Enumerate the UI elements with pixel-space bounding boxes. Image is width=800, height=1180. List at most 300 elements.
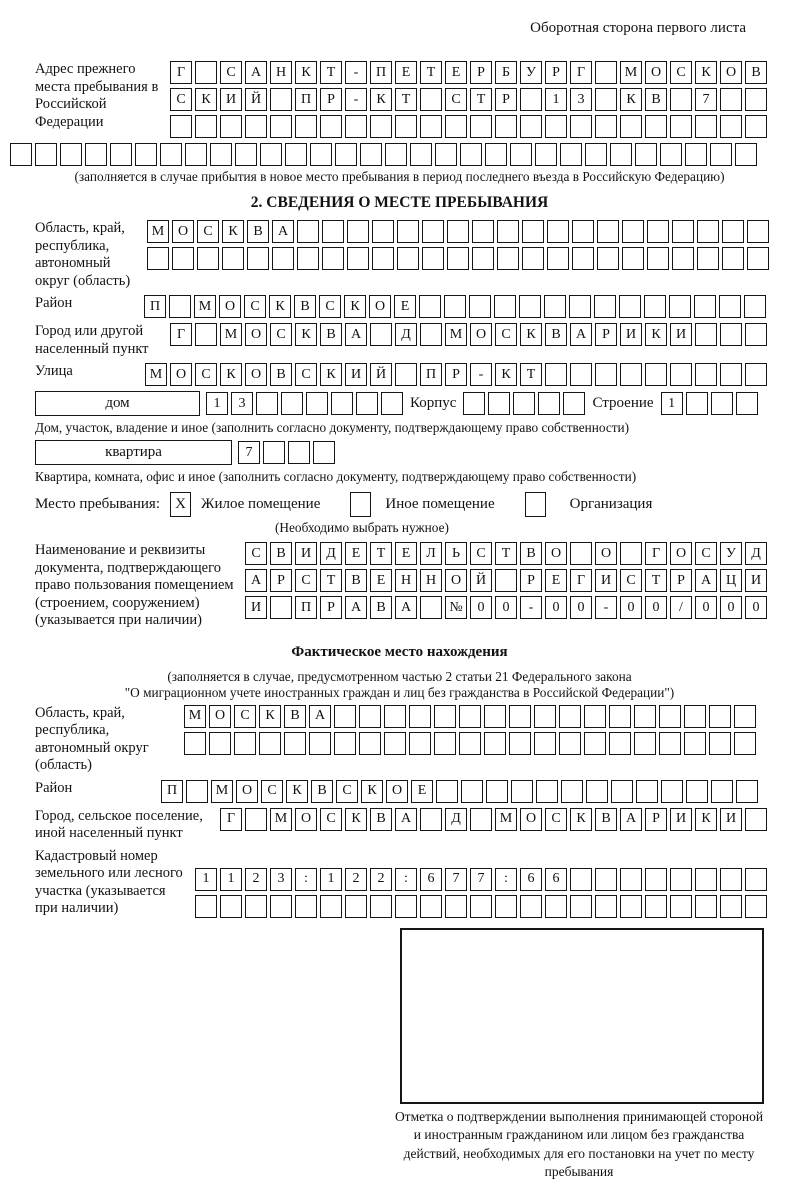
char-box[interactable]: В (320, 323, 342, 346)
char-box[interactable] (547, 247, 569, 270)
char-box[interactable]: Г (570, 569, 592, 592)
char-box[interactable] (245, 808, 267, 831)
char-box[interactable] (644, 295, 666, 318)
char-box[interactable]: К (344, 295, 366, 318)
char-box[interactable]: Б (495, 61, 517, 84)
char-box[interactable] (472, 220, 494, 243)
char-box[interactable] (645, 363, 667, 386)
char-box[interactable]: 0 (495, 596, 517, 619)
char-box[interactable] (209, 732, 231, 755)
char-box[interactable]: М (270, 808, 292, 831)
char-box[interactable] (595, 115, 617, 138)
char-box[interactable] (736, 780, 758, 803)
char-box[interactable]: Р (645, 808, 667, 831)
char-box[interactable]: М (495, 808, 517, 831)
char-box[interactable] (620, 542, 642, 565)
char-box[interactable] (647, 247, 669, 270)
char-box[interactable]: С (295, 363, 317, 386)
char-box[interactable] (420, 808, 442, 831)
char-box[interactable] (695, 115, 717, 138)
char-box[interactable]: Т (395, 88, 417, 111)
char-box[interactable] (288, 441, 310, 464)
char-box[interactable]: Р (445, 363, 467, 386)
char-box[interactable] (747, 220, 769, 243)
char-box[interactable]: 1 (220, 868, 242, 891)
char-box[interactable] (745, 868, 767, 891)
char-box[interactable] (585, 143, 607, 166)
char-box[interactable]: В (294, 295, 316, 318)
char-box[interactable]: Т (470, 88, 492, 111)
char-box[interactable] (745, 363, 767, 386)
char-box[interactable]: Г (170, 61, 192, 84)
char-box[interactable] (10, 143, 32, 166)
char-box[interactable]: С (295, 569, 317, 592)
char-box[interactable]: - (520, 596, 542, 619)
char-box[interactable] (347, 220, 369, 243)
char-box[interactable] (695, 363, 717, 386)
char-box[interactable]: И (345, 363, 367, 386)
char-box[interactable] (744, 295, 766, 318)
char-box[interactable]: С (245, 542, 267, 565)
char-box[interactable] (735, 143, 757, 166)
char-box[interactable] (447, 220, 469, 243)
char-box[interactable] (659, 705, 681, 728)
char-box[interactable]: К (295, 323, 317, 346)
char-box[interactable]: С (670, 61, 692, 84)
char-box[interactable] (684, 705, 706, 728)
char-box[interactable] (422, 247, 444, 270)
char-box[interactable] (384, 732, 406, 755)
char-box[interactable] (420, 895, 442, 918)
char-box[interactable] (670, 868, 692, 891)
char-box[interactable] (110, 143, 132, 166)
char-box[interactable] (359, 705, 381, 728)
char-box[interactable] (572, 220, 594, 243)
char-box[interactable] (645, 868, 667, 891)
char-box[interactable] (636, 780, 658, 803)
char-box[interactable] (647, 220, 669, 243)
char-box[interactable] (660, 143, 682, 166)
char-box[interactable] (322, 220, 344, 243)
char-box[interactable] (620, 895, 642, 918)
char-box[interactable] (488, 392, 510, 415)
char-box[interactable] (284, 732, 306, 755)
char-box[interactable] (622, 247, 644, 270)
char-box[interactable]: С (445, 88, 467, 111)
char-box[interactable] (313, 441, 335, 464)
char-box[interactable]: № (445, 596, 467, 619)
char-box[interactable]: И (745, 569, 767, 592)
char-box[interactable] (485, 143, 507, 166)
char-box[interactable] (495, 115, 517, 138)
char-box[interactable] (461, 780, 483, 803)
char-box[interactable] (710, 143, 732, 166)
char-box[interactable] (434, 732, 456, 755)
char-box[interactable] (745, 88, 767, 111)
char-box[interactable]: Ц (720, 569, 742, 592)
char-box[interactable] (60, 143, 82, 166)
char-box[interactable] (434, 705, 456, 728)
char-box[interactable] (197, 247, 219, 270)
char-box[interactable]: Т (645, 569, 667, 592)
char-box[interactable]: 1 (195, 868, 217, 891)
char-box[interactable]: К (495, 363, 517, 386)
char-box[interactable] (534, 732, 556, 755)
char-box[interactable] (384, 705, 406, 728)
char-box[interactable] (584, 705, 606, 728)
checkbox-other-premises[interactable] (350, 492, 371, 517)
char-box[interactable]: А (245, 61, 267, 84)
char-box[interactable]: С (620, 569, 642, 592)
char-box[interactable] (345, 115, 367, 138)
char-box[interactable] (520, 115, 542, 138)
char-box[interactable] (572, 247, 594, 270)
char-box[interactable] (720, 88, 742, 111)
char-box[interactable] (495, 895, 517, 918)
char-box[interactable]: К (286, 780, 308, 803)
char-box[interactable]: О (445, 569, 467, 592)
char-box[interactable] (470, 808, 492, 831)
char-box[interactable]: 1 (661, 392, 683, 415)
char-box[interactable]: К (220, 363, 242, 386)
char-box[interactable] (711, 392, 733, 415)
char-box[interactable] (620, 363, 642, 386)
char-box[interactable]: 7 (695, 88, 717, 111)
char-box[interactable] (697, 220, 719, 243)
char-box[interactable] (381, 392, 403, 415)
char-box[interactable] (609, 732, 631, 755)
char-box[interactable]: С (220, 61, 242, 84)
char-box[interactable] (370, 895, 392, 918)
char-box[interactable]: С (234, 705, 256, 728)
char-box[interactable]: К (361, 780, 383, 803)
char-box[interactable]: А (345, 323, 367, 346)
char-box[interactable]: 0 (570, 596, 592, 619)
char-box[interactable] (547, 220, 569, 243)
char-box[interactable] (511, 780, 533, 803)
char-box[interactable] (684, 732, 706, 755)
char-box[interactable] (345, 895, 367, 918)
char-box[interactable]: 7 (470, 868, 492, 891)
char-box[interactable] (510, 143, 532, 166)
char-box[interactable]: К (259, 705, 281, 728)
char-box[interactable] (372, 220, 394, 243)
char-box[interactable]: / (670, 596, 692, 619)
char-box[interactable]: А (309, 705, 331, 728)
char-box[interactable]: П (144, 295, 166, 318)
char-box[interactable] (281, 392, 303, 415)
char-box[interactable] (584, 732, 606, 755)
char-box[interactable] (35, 143, 57, 166)
char-box[interactable]: И (220, 88, 242, 111)
char-box[interactable] (545, 115, 567, 138)
char-box[interactable] (670, 88, 692, 111)
char-box[interactable]: 0 (695, 596, 717, 619)
char-box[interactable] (235, 143, 257, 166)
char-box[interactable]: О (236, 780, 258, 803)
char-box[interactable]: К (695, 61, 717, 84)
char-box[interactable] (509, 705, 531, 728)
char-box[interactable] (695, 895, 717, 918)
char-box[interactable]: 6 (420, 868, 442, 891)
char-box[interactable]: Н (395, 569, 417, 592)
char-box[interactable]: О (209, 705, 231, 728)
char-box[interactable] (534, 705, 556, 728)
char-box[interactable]: И (295, 542, 317, 565)
char-box[interactable]: Л (420, 542, 442, 565)
char-box[interactable] (497, 220, 519, 243)
char-box[interactable]: М (145, 363, 167, 386)
char-box[interactable] (659, 732, 681, 755)
char-box[interactable]: К (645, 323, 667, 346)
char-box[interactable]: 0 (620, 596, 642, 619)
char-box[interactable]: С (320, 808, 342, 831)
char-box[interactable] (595, 61, 617, 84)
char-box[interactable]: Т (520, 363, 542, 386)
char-box[interactable]: А (570, 323, 592, 346)
char-box[interactable] (360, 143, 382, 166)
char-box[interactable] (609, 705, 631, 728)
char-box[interactable]: П (370, 61, 392, 84)
char-box[interactable] (397, 220, 419, 243)
char-box[interactable]: Г (645, 542, 667, 565)
char-box[interactable] (486, 780, 508, 803)
char-box[interactable]: - (595, 596, 617, 619)
char-box[interactable] (745, 895, 767, 918)
char-box[interactable]: И (245, 596, 267, 619)
char-box[interactable] (295, 115, 317, 138)
char-box[interactable] (295, 895, 317, 918)
char-box[interactable]: М (184, 705, 206, 728)
char-box[interactable]: Д (745, 542, 767, 565)
char-box[interactable] (470, 115, 492, 138)
char-box[interactable]: 0 (545, 596, 567, 619)
char-box[interactable] (385, 143, 407, 166)
char-box[interactable] (722, 247, 744, 270)
char-box[interactable] (670, 115, 692, 138)
char-box[interactable] (147, 247, 169, 270)
char-box[interactable] (445, 115, 467, 138)
char-box[interactable]: 3 (570, 88, 592, 111)
char-box[interactable] (520, 88, 542, 111)
char-box[interactable] (469, 295, 491, 318)
char-box[interactable]: А (272, 220, 294, 243)
char-box[interactable]: 7 (238, 441, 260, 464)
char-box[interactable] (210, 143, 232, 166)
char-box[interactable]: В (284, 705, 306, 728)
char-box[interactable] (259, 732, 281, 755)
char-box[interactable]: К (295, 61, 317, 84)
char-box[interactable] (420, 596, 442, 619)
char-box[interactable] (297, 220, 319, 243)
char-box[interactable]: Т (420, 61, 442, 84)
char-box[interactable]: А (245, 569, 267, 592)
char-box[interactable]: О (369, 295, 391, 318)
char-box[interactable] (395, 895, 417, 918)
char-box[interactable]: В (645, 88, 667, 111)
char-box[interactable]: И (670, 323, 692, 346)
char-box[interactable]: Г (170, 323, 192, 346)
char-box[interactable] (569, 295, 591, 318)
char-box[interactable]: Т (320, 569, 342, 592)
char-box[interactable] (535, 143, 557, 166)
char-box[interactable]: Н (420, 569, 442, 592)
char-box[interactable] (670, 363, 692, 386)
char-box[interactable] (409, 732, 431, 755)
char-box[interactable] (745, 115, 767, 138)
char-box[interactable]: Д (445, 808, 467, 831)
char-box[interactable]: Р (470, 61, 492, 84)
char-box[interactable] (536, 780, 558, 803)
char-box[interactable] (370, 323, 392, 346)
char-box[interactable] (460, 143, 482, 166)
char-box[interactable] (597, 247, 619, 270)
char-box[interactable]: К (695, 808, 717, 831)
char-box[interactable] (310, 143, 332, 166)
char-box[interactable]: С (261, 780, 283, 803)
char-box[interactable] (720, 115, 742, 138)
char-box[interactable] (520, 895, 542, 918)
char-box[interactable] (672, 247, 694, 270)
char-box[interactable]: П (420, 363, 442, 386)
char-box[interactable] (561, 780, 583, 803)
char-box[interactable]: К (269, 295, 291, 318)
char-box[interactable]: О (295, 808, 317, 831)
char-box[interactable] (519, 295, 541, 318)
char-box[interactable] (420, 323, 442, 346)
char-box[interactable]: Р (320, 596, 342, 619)
char-box[interactable]: Д (395, 323, 417, 346)
char-box[interactable] (195, 895, 217, 918)
char-box[interactable]: К (520, 323, 542, 346)
char-box[interactable] (494, 295, 516, 318)
char-box[interactable] (484, 705, 506, 728)
char-box[interactable]: П (295, 88, 317, 111)
char-box[interactable] (395, 115, 417, 138)
char-box[interactable] (169, 295, 191, 318)
char-box[interactable] (335, 143, 357, 166)
char-box[interactable] (270, 88, 292, 111)
char-box[interactable]: В (545, 323, 567, 346)
char-box[interactable] (185, 143, 207, 166)
char-box[interactable] (709, 732, 731, 755)
char-box[interactable] (220, 895, 242, 918)
char-box[interactable]: М (211, 780, 233, 803)
char-box[interactable] (220, 115, 242, 138)
char-box[interactable] (545, 363, 567, 386)
char-box[interactable]: 6 (520, 868, 542, 891)
char-box[interactable] (545, 895, 567, 918)
char-box[interactable] (509, 732, 531, 755)
char-box[interactable]: М (220, 323, 242, 346)
char-box[interactable]: С (270, 323, 292, 346)
char-box[interactable] (645, 895, 667, 918)
char-box[interactable]: 2 (245, 868, 267, 891)
char-box[interactable]: : (495, 868, 517, 891)
char-box[interactable] (85, 143, 107, 166)
char-box[interactable]: 2 (370, 868, 392, 891)
char-box[interactable]: 0 (470, 596, 492, 619)
char-box[interactable]: Е (345, 542, 367, 565)
char-box[interactable]: К (222, 220, 244, 243)
char-box[interactable] (622, 220, 644, 243)
char-box[interactable]: С (695, 542, 717, 565)
char-box[interactable] (395, 363, 417, 386)
char-box[interactable] (560, 143, 582, 166)
char-box[interactable]: В (270, 363, 292, 386)
char-box[interactable]: К (195, 88, 217, 111)
char-box[interactable] (444, 295, 466, 318)
char-box[interactable] (672, 220, 694, 243)
char-box[interactable]: Р (545, 61, 567, 84)
char-box[interactable]: В (370, 596, 392, 619)
char-box[interactable]: Н (270, 61, 292, 84)
char-box[interactable]: : (295, 868, 317, 891)
char-box[interactable] (736, 392, 758, 415)
char-box[interactable]: А (695, 569, 717, 592)
char-box[interactable]: К (620, 88, 642, 111)
char-box[interactable]: И (720, 808, 742, 831)
char-box[interactable]: А (395, 596, 417, 619)
char-box[interactable]: В (311, 780, 333, 803)
char-box[interactable] (234, 732, 256, 755)
char-box[interactable] (135, 143, 157, 166)
char-box[interactable]: Р (520, 569, 542, 592)
char-box[interactable] (595, 363, 617, 386)
char-box[interactable] (595, 88, 617, 111)
char-box[interactable]: С (195, 363, 217, 386)
char-box[interactable]: О (219, 295, 241, 318)
char-box[interactable]: Й (370, 363, 392, 386)
char-box[interactable]: И (620, 323, 642, 346)
char-box[interactable]: 1 (545, 88, 567, 111)
char-box[interactable] (160, 143, 182, 166)
char-box[interactable] (484, 732, 506, 755)
char-box[interactable]: О (545, 542, 567, 565)
char-box[interactable] (322, 247, 344, 270)
char-box[interactable] (686, 392, 708, 415)
char-box[interactable] (172, 247, 194, 270)
char-box[interactable]: М (194, 295, 216, 318)
char-box[interactable]: 3 (270, 868, 292, 891)
char-box[interactable] (586, 780, 608, 803)
char-box[interactable] (611, 780, 633, 803)
char-box[interactable] (620, 115, 642, 138)
char-box[interactable]: М (445, 323, 467, 346)
char-box[interactable]: К (370, 88, 392, 111)
char-box[interactable] (272, 247, 294, 270)
char-box[interactable] (459, 732, 481, 755)
char-box[interactable]: В (247, 220, 269, 243)
char-box[interactable]: Р (320, 88, 342, 111)
char-box[interactable] (594, 295, 616, 318)
char-box[interactable]: В (345, 569, 367, 592)
char-box[interactable] (497, 247, 519, 270)
char-box[interactable] (409, 705, 431, 728)
char-box[interactable] (544, 295, 566, 318)
char-box[interactable] (661, 780, 683, 803)
char-box[interactable] (722, 220, 744, 243)
char-box[interactable]: К (320, 363, 342, 386)
char-box[interactable]: 2 (345, 868, 367, 891)
char-box[interactable]: Р (495, 88, 517, 111)
char-box[interactable] (747, 247, 769, 270)
char-box[interactable] (694, 295, 716, 318)
char-box[interactable]: Е (411, 780, 433, 803)
char-box[interactable] (538, 392, 560, 415)
char-box[interactable] (686, 780, 708, 803)
char-box[interactable] (436, 780, 458, 803)
